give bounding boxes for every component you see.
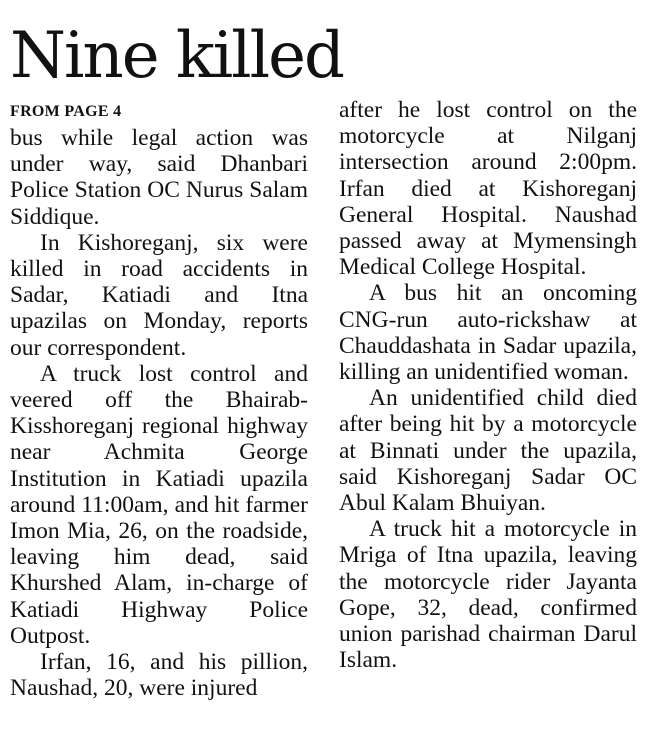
paragraph-irfan-start: Irfan, 16, and his pillion, Naushad, 20, were injured	[10, 649, 308, 702]
paragraph-truck-katiadi: A truck lost control and veered off the Bhairab-Kisshoreganj regional highway near Achmita George Institution in Katiadi upazila around 11:00am, and hit farmer Imon Mia, 26, on the roadside, leaving him dead, said Khurshed Alam, in-charge of Katiadi Highway Police Outpost.	[10, 360, 308, 649]
paragraph-child-binnati: An unidentified child died after being hit by a motorcycle at Binnati under the upazila, said Kishoreganj Sadar OC Abul Kalam Bhuiyan.	[339, 385, 637, 517]
left-column	[10, 99, 308, 701]
paragraph-truck-itna: A truck hit a motorcycle in Mriga of Itna upazila, leaving the motorcycle rider Jayanta Gope, 32, dead, confirmed union parishad chairman Darul Islam.	[339, 516, 637, 674]
paragraph-irfan-end: after he lost control on the motorcycle at Nilganj intersection around 2:00pm. Irfan died at Kishoreganj General Hospital. Naushad passed away at Mymensingh Medical College Hospital.	[339, 97, 637, 281]
paragraph-kishoreganj: In Kishoreganj, six were killed in road accidents in Sadar, Katiadi and Itna upazilas on Monday, reports our correspondent.	[10, 229, 308, 361]
right-column	[339, 97, 637, 673]
paragraph-bus-cng: A bus hit an oncoming CNG-run auto-rickshaw at Chauddashata in Sadar upazila, killing an unidentified woman.	[339, 280, 637, 386]
paragraph-continued: bus while legal action was under way, said Dhanbari Police Station OC Nurus Salam Siddique.	[10, 125, 308, 230]
headline: Nine killed	[10, 19, 343, 93]
continuation-kicker: FROM PAGE 4	[10, 103, 122, 120]
